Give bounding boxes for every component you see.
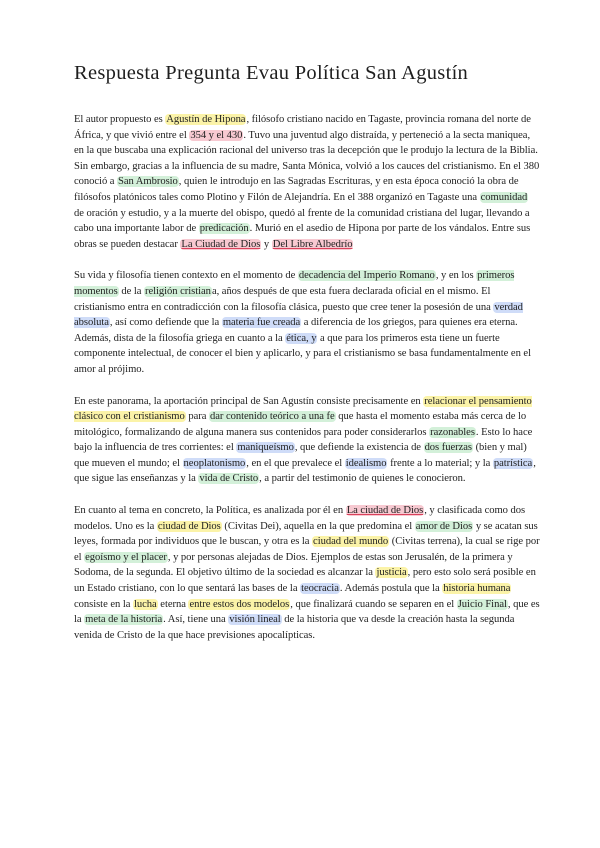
highlight-green: meta de la historia [85, 614, 163, 626]
text-run: , que defiende la existencia de [294, 442, 424, 454]
highlight-pink: 354 y el 430 [190, 129, 243, 141]
highlight-pink: Del Libre Albedrío [272, 238, 353, 250]
highlight-yellow: ciudad de Dios [157, 520, 221, 532]
highlight-blue: materia fue creada [222, 317, 301, 329]
text-run: , y en los [435, 270, 477, 282]
text-run: consiste en la [74, 598, 133, 610]
text-run: El autor propuesto es [74, 114, 166, 125]
text-run: . Tuvo una juventud algo distraída, y perteneció a la secta maniquea, en la que buscaba una explicación racional del universo tras la decepción que le produjo la lectura de la Biblia. Sin embargo, gracias a la influencia de su madre, Santa Mónica, volvió a los cauces del cristianismo. En el 380 conoció a [74, 129, 540, 188]
text-run: . Así, tiene una [163, 614, 229, 626]
text-run: , pero esto solo será posible en un Estado cristiano, con lo que sentará las bases de la [74, 567, 536, 595]
highlight-green: primeros momentos [74, 270, 515, 297]
highlight-blue: patrística [493, 457, 533, 469]
text-run: , filósofo cristiano nacido en Tagaste, provincia romana del norte de África, y que vivió entre el [74, 114, 531, 141]
highlight-blue: teocracia [301, 583, 339, 595]
text-run: . Esto lo hace bajo la influencia de tres corrientes: el [74, 426, 533, 454]
text-run: y se acatan sus leyes, formada por individuos que le buscan, y otra es la [74, 520, 538, 548]
highlight-green: dos fuerzas [424, 442, 472, 454]
text-run: frente a lo material; y la [387, 457, 493, 469]
highlight-green: razonables [430, 426, 475, 438]
text-run: Su vida y filosofía tienen contexto en el momento de [74, 270, 298, 282]
text-run: En este panorama, la aportación principal de San Agustín consiste precisamente en [74, 395, 424, 407]
highlight-yellow: relacionar el pensamiento clásico con el cristianismo [74, 395, 532, 423]
text-run: de la historia que va desde la creación hasta la segunda venida de Cristo de la que hace previsiones apocalípticas. [74, 614, 515, 641]
highlight-green: religión cristian [145, 285, 211, 297]
highlight-yellow: entre estos dos modelos [189, 598, 290, 610]
text-run: a diferencia de los griegos, para quienes era eterna. Además, dista de la filosofía griega en cuanto a la [74, 317, 518, 344]
highlight-blue: neoplatonismo [183, 457, 246, 469]
highlight-blue: maniqueísmo [237, 442, 294, 454]
highlight-green: predicación [199, 223, 249, 235]
text-run: (Civitas Dei), aquella en la que predomina el [221, 520, 415, 532]
text-run: (Civitas terrena), la cual se rige por el [74, 536, 540, 563]
highlight-blue: visión lineal [229, 614, 281, 626]
text-run: (bien y mal) que mueven el mundo; el [74, 442, 527, 469]
highlight-blue: idealismo [345, 457, 387, 469]
document-body [74, 112, 540, 643]
highlight-green: decadencia del Imperio Romano [298, 270, 435, 282]
highlight-yellow: historia humana [443, 583, 511, 595]
text-run: de oración y estudio, y a la muerte del obispo, quedó al frente de la comunidad cristiana del lugar, llevando a cabo una importante labor de [74, 207, 530, 235]
highlight-green: comunidad [480, 191, 528, 203]
text-run: de la [118, 285, 144, 297]
document-title: Respuesta Pregunta Evau Política San Agustín [74, 62, 469, 84]
text-run: que hasta el momento estaba más cerca de lo mitológico, formalizando de alguna manera sus contenidos para poder considerarlos [74, 411, 527, 438]
text-run: En cuanto al tema en concreto, la Política, es analizada por él en [74, 505, 346, 517]
text-run: , que sigue las enseñanzas y la [74, 457, 536, 485]
text-run: , que es la [74, 598, 540, 626]
text-run: y [261, 238, 272, 250]
text-run: , y por personas alejadas de Dios. Ejemplos de estas son Jerusalén, de la primera y Sodoma, de la segunda. El objetivo último de la sociedad es alcanzar la [74, 551, 513, 579]
text-run: . Además postula que la [339, 583, 443, 595]
highlight-green: amor de Dios [415, 520, 473, 532]
highlight-green: vida de Cristo [199, 473, 259, 485]
text-run: eterna [157, 598, 189, 610]
highlight-yellow: ciudad del mundo [313, 536, 389, 548]
text-run: para [185, 411, 209, 423]
highlight-green: San Ambrosio [118, 176, 178, 188]
text-run: , en el que prevalece el [246, 457, 345, 469]
highlight-pink: La ciudad de Dios [346, 505, 424, 517]
highlight-green: dar contenido teórico a una fe [209, 411, 335, 423]
highlight-yellow: Agustín de Hipona [166, 114, 246, 125]
highlight-blue: verdad absoluta [74, 301, 523, 329]
paragraph-3 [74, 394, 540, 488]
paragraph-1 [74, 112, 540, 252]
text-run: , así como defiende que la [109, 317, 222, 329]
highlight-yellow: lucha [133, 598, 157, 610]
text-run: , quien le introdujo en las Sagradas Escrituras, y en esta época conoció la obra de filósofos platónicos tales como Plotino y Filón de Alejandría. En el 388 organizó en Tagaste una [74, 176, 519, 203]
highlight-yellow: justicia [376, 567, 407, 579]
text-run: . Murió en el asedio de Hipona por parte de los vándalos. Entre sus obras se pueden destacar [74, 223, 531, 250]
highlight-blue: ética, y [286, 332, 317, 344]
highlight-pink: La Ciudad de Dios [181, 238, 261, 250]
text-run: , a partir del testimonio de quienes le conocieron. [259, 473, 466, 485]
text-run: , que finalizará cuando se separen en el [290, 598, 457, 610]
text-run: , y clasificada como dos modelos. Uno es la [74, 505, 526, 532]
paragraph-2 [74, 268, 540, 377]
highlight-green: egoísmo y el placer [85, 551, 167, 563]
highlight-green: Juicio Final [457, 598, 507, 610]
text-run: a, años después de que esta fuera declarada oficial en el mismo. El cristianismo entra en contradicción con la filosofía clásica, puesto que cree tener la posesión de una [74, 285, 494, 313]
text-run: a que para los primeros esta tiene un fuerte componente intelectual, de conocer el bien y aplicarlo, y para el cristianismo se basa fundamentalmente en el amor al prójimo. [74, 332, 531, 375]
paragraph-4 [74, 503, 540, 643]
